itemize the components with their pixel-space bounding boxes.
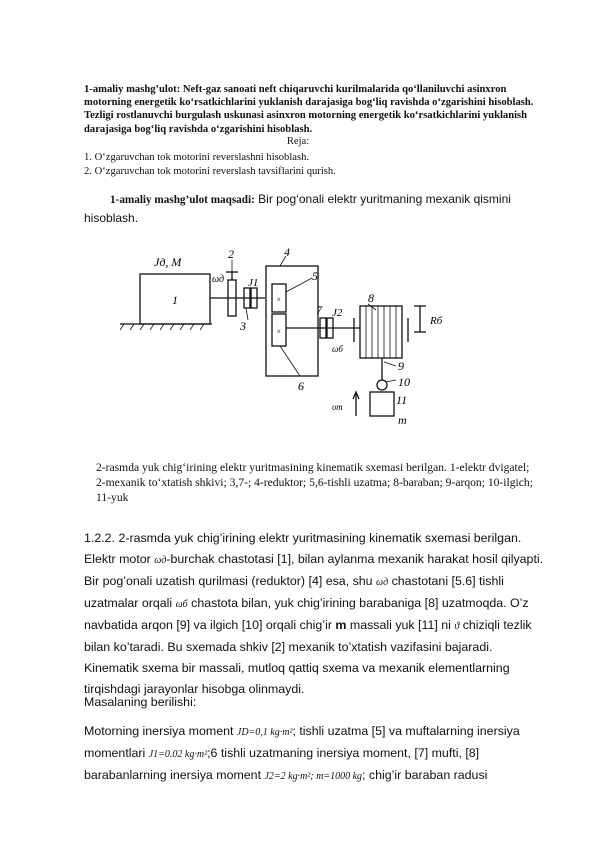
plan-heading: Reja: xyxy=(286,136,310,147)
para1-text-6: chiziqli tezlik bilan ko’taradi. Bu sxemada shkiv [2] mexanik to’xtatish vazifasini bajaradi. Kinematik sxema bir massali, mutloq qattiq sxema va mexanik elementlarning tirqishdagi jarayonlar hisobga olinmaydi. xyxy=(84,618,532,696)
label-1: 1 xyxy=(172,293,178,307)
para2-text-2: ; tishli uzatma [5] va muftalarning inersiya momentlari xyxy=(84,724,520,760)
document-title: 1-amaliy mashg’ulot: Neft-gaz sanoati neft chiqaruvchi kurilmalarida qo‘llaniluvchi asinxron motorning energetik ko‘rsatkichlarini yuklanish darajasiga bog‘liq ravishda o‘zgarishini hisoblash. Tezligi rostlanuvchi burgulash uskunasi asinxron motorning energetik ko‘rsatkichlarini yuklanish darajasiga bog‘liq ravishda o‘zgarishini hisoblash. xyxy=(84,84,534,135)
label-j2: J2 xyxy=(332,307,343,319)
omega-b-symbol: ωб xyxy=(175,599,188,610)
goal-text: Bir pog‘onali elektr yuritmaning mexanik qismini hisoblash. xyxy=(84,192,511,225)
kinematic-scheme-figure xyxy=(120,248,450,453)
paragraph-kinematic-description xyxy=(84,528,544,700)
para2-text-4: ; chig’ir baraban radusi xyxy=(362,768,488,782)
theta-symbol: ϑ xyxy=(454,621,460,632)
label-5: 5 xyxy=(312,269,318,283)
para2-text-1: Motorning inersiya moment xyxy=(84,724,237,738)
para1-text-5: massali yuk [11] ni xyxy=(346,618,455,632)
mass-symbol: m xyxy=(335,618,347,632)
para1-text-1: 1.2.2. 2-rasmda yuk chig’irining elektr yuritmasining kinematik sxemasi berilgan. Elektr motor xyxy=(84,531,522,566)
plan-item-2: 2. O‘zgaruvchan tok motorini reverslash tavsiflarini qurish. xyxy=(84,166,336,177)
formula-j2-m: J2=2 kg·m²; m=1000 kg xyxy=(264,771,363,782)
para1-text-2: -burchak chastotasi [1], bilan aylanma mexanik harakat hosil qilyapti. Bir pog’onali uzatish qurilmasi (reduktor) [4] esa, shu xyxy=(84,552,544,588)
paragraph-problem-data xyxy=(84,721,544,787)
svg-text:×: × xyxy=(276,295,282,304)
formula-jd: JD=0,1 kg·m² xyxy=(236,727,293,738)
label-rb: Rб xyxy=(430,315,443,327)
goal-label: 1-amaliy mashg’ulot maqsadi: xyxy=(110,194,255,206)
label-m: m xyxy=(398,413,407,427)
label-3: 3 xyxy=(240,319,246,333)
plan-item-1: 1. O‘zgaruvchan tok motorini reverslashni hisoblash. xyxy=(84,152,310,163)
omega-d-symbol-2: ωд xyxy=(376,577,389,588)
kinematic-scheme-drawing xyxy=(120,248,450,448)
label-8: 8 xyxy=(368,291,374,305)
label-2: 2 xyxy=(228,248,234,261)
label-9: 9 xyxy=(398,359,404,373)
label-11: 11 xyxy=(396,393,408,407)
goal-paragraph xyxy=(84,190,544,227)
label-vm: υm xyxy=(332,402,343,412)
formula-j1: J1=0.02 kg·m² xyxy=(148,749,208,760)
label-omega-d: ωд xyxy=(212,274,225,285)
figure-caption: 2-rasmda yuk chig‘irining elektr yuritmasining kinematik sxemasi berilgan. 1-elektr dvigatel; 2-mexanik to‘xtatish shkivi; 3,7-; 4-reduktor; 5,6-tishli uzatma; 8-baraban; 9-arqon; 10-ilgich; 11-yuk xyxy=(96,461,533,504)
svg-text:×: × xyxy=(276,327,282,336)
para1-text-4: chastota bilan, yuk chig’irining barabaniga [8] uzatmoqda. O’z navbatida arqon [9] va ilgich [10] orqali chig’ir xyxy=(84,596,529,632)
label-omega-b: ωб xyxy=(332,344,343,354)
label-7: 7 xyxy=(316,303,322,317)
label-j1: J1 xyxy=(248,277,259,289)
label-10: 10 xyxy=(398,375,410,389)
omega-d-symbol: ωд xyxy=(154,555,167,566)
label-4: 4 xyxy=(284,248,290,259)
para1-text-3: chastotani [5.6] tishli uzatmalar orqali xyxy=(84,574,504,610)
para2-text-3: ;6 tishli uzatmaning inersiya moment, [7] mufti, [8] barabanlarning inersiya moment xyxy=(84,746,480,782)
label-jd-m: Jд, M xyxy=(154,255,182,269)
problem-heading: Masalaning berilishi: xyxy=(84,695,197,709)
label-6: 6 xyxy=(298,379,304,393)
